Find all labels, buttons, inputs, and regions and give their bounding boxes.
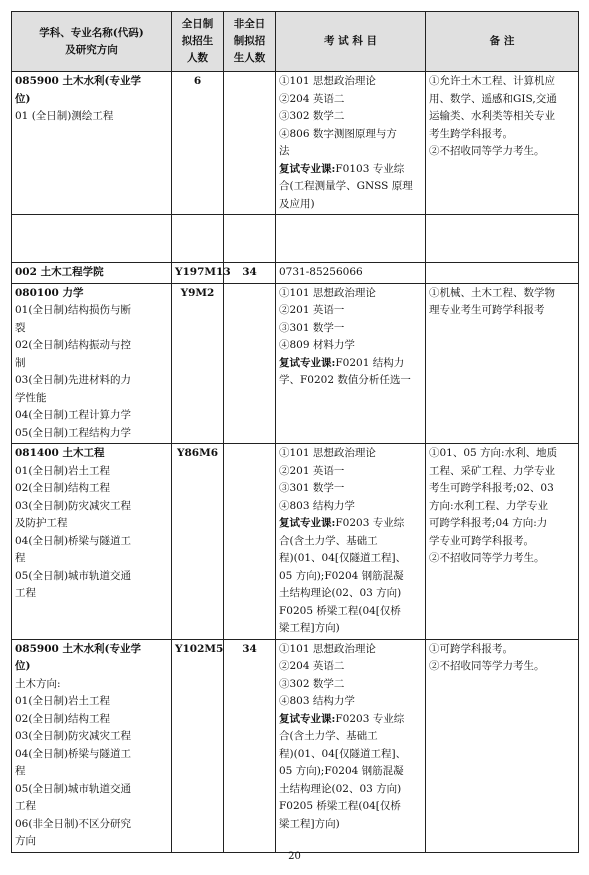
retest-line: 程)(01、04[仅隧道工程]、 (279, 552, 407, 564)
major-cell (12, 72, 172, 215)
header-notes: 备 注 (426, 12, 579, 72)
full-time-count: Y102M5 (172, 639, 224, 852)
major-cell (12, 215, 172, 263)
text-line: 085900 土木水利(专业学 (15, 642, 141, 655)
text-line: 裂 (15, 321, 26, 334)
table-row (12, 215, 579, 263)
text-line: 程 (15, 552, 26, 564)
notes-cell (426, 283, 579, 444)
text-line: 085900 土木水利(专业学 (15, 75, 141, 87)
text-line: 05(全日制)城市轨道交通 (15, 782, 132, 795)
part-time-count (224, 444, 276, 640)
exam-subjects-cell (276, 215, 426, 263)
text-line: ②204 英语二 (279, 92, 345, 105)
text-line: 学专业可跨学科报考。 (429, 534, 534, 547)
header-full-time: 全日制 拟招生 人数 (172, 12, 224, 72)
header-part-time: 非全日 制拟招 生人数 (224, 12, 276, 72)
text-line: ③302 数学二 (279, 677, 345, 690)
table-row (12, 444, 579, 640)
text-line: 位) (15, 660, 31, 672)
text-line: 工程、采矿工程、力学专业 (429, 464, 555, 477)
text-line: 02(全日制)结构工程 (15, 482, 111, 494)
text-line: ②201 英语一 (279, 304, 345, 316)
retest-line: 土结构理论(02、03 方向) (279, 782, 402, 795)
text-line: 方向 (15, 835, 36, 847)
text-line: 01(全日制)岩土工程 (15, 695, 111, 707)
enrollment-table (11, 11, 579, 853)
text-line: 03(全日制)先进材料的力 (15, 374, 132, 386)
retest-line: F0205 桥梁工程(04[仅桥 (279, 604, 401, 617)
text-line: 工程 (15, 587, 36, 599)
exam-subjects-cell (276, 263, 426, 284)
text-line: ①01、05 方向:水利、地质 (429, 447, 558, 459)
text-line: 程 (15, 765, 26, 777)
text-line: 考生可跨学科报考;02、03 (429, 482, 554, 494)
text-line: 运输类、水利类等相关专业 (429, 110, 555, 122)
major-cell (12, 444, 172, 640)
text-line: ③301 数学一 (279, 321, 345, 334)
text-line: 081400 土木工程 (15, 447, 105, 459)
retest-line: 及应用) (279, 197, 315, 210)
text-line: ①机械、土木工程、数学物 (429, 286, 555, 299)
text-line: 002 土木工程学院 (15, 266, 104, 278)
retest-line: 土结构理论(02、03 方向) (279, 587, 402, 599)
notes-cell (426, 72, 579, 215)
retest-line: 学、F0202 数值分析任选一 (279, 374, 411, 386)
text-line: 01(全日制)岩土工程 (15, 464, 111, 477)
retest-label: 复试专业课: (279, 517, 336, 529)
exam-subjects-cell (276, 283, 426, 444)
notes-cell (426, 444, 579, 640)
text-line: ②不招收同等学力考生。 (429, 145, 545, 157)
retest-line: F0203 专业综 (335, 517, 405, 529)
exam-subjects-cell (276, 444, 426, 640)
table-row (12, 263, 579, 284)
retest-line: 梁工程]方向) (279, 817, 340, 830)
part-time-count (224, 283, 276, 444)
full-time-count: Y197M13 (172, 263, 224, 284)
text-line: 学性能 (15, 391, 47, 404)
text-line: ①101 思想政治理论 (279, 642, 376, 655)
text-line: 可跨学科报考;04 方向:力 (429, 517, 548, 529)
major-cell (12, 263, 172, 284)
major-cell (12, 639, 172, 852)
text-line: 工程 (15, 800, 36, 812)
retest-label: 复试专业课: (279, 356, 336, 369)
text-line: 及防护工程 (15, 517, 68, 529)
retest-block (279, 711, 422, 834)
part-time-count: 34 (224, 639, 276, 852)
page-number: 20 (288, 851, 301, 862)
text-line: ②不招收同等学力考生。 (429, 660, 545, 672)
text-line: ②201 英语一 (279, 464, 345, 477)
notes-cell (426, 639, 579, 852)
text-line: 03(全日制)防灾减灾工程 (15, 730, 132, 742)
retest-block (279, 515, 422, 638)
full-time-count: Y86M6 (172, 444, 224, 640)
retest-line: 程)(01、04[仅隧道工程]、 (279, 747, 407, 760)
table-row (12, 283, 579, 444)
text-line: ②204 英语二 (279, 660, 345, 672)
retest-line: F0205 桥梁工程(04[仅桥 (279, 800, 401, 812)
text-line: ④809 材料力学 (279, 339, 355, 351)
text-line: ①可跨学科报考。 (429, 642, 513, 655)
retest-line: F0201 结构力 (335, 356, 405, 369)
text-line: ①101 思想政治理论 (279, 75, 376, 87)
text-line: ②不招收同等学力考生。 (429, 552, 545, 564)
exam-subjects-cell (276, 639, 426, 852)
text-line: ④806 数字测图原理与方 (279, 127, 397, 140)
text-line: ①101 思想政治理论 (279, 447, 376, 459)
text-line: ①101 思想政治理论 (279, 286, 376, 299)
header-major: 学科、专业名称(代码) 及研究方向 (12, 12, 172, 72)
part-time-count: 34 (224, 263, 276, 284)
table-row (12, 639, 579, 852)
retest-label: 复试专业课: (279, 162, 336, 175)
text-line: 用、数学、遥感和GIS,交通 (429, 92, 557, 105)
text-line: 05(全日制)工程结构力学 (15, 426, 132, 439)
text-line: ③302 数学二 (279, 110, 345, 122)
text-line: ④803 结构力学 (279, 499, 355, 512)
major-cell (12, 283, 172, 444)
text-line: 05(全日制)城市轨道交通 (15, 569, 132, 582)
text-line: 制 (15, 356, 26, 369)
text-line: ①允许土木工程、计算机应 (429, 75, 555, 87)
retest-label: 复试专业课: (279, 712, 336, 725)
exam-subjects-cell (276, 72, 426, 215)
notes-cell (426, 215, 579, 263)
retest-line: F0103 专业综 (335, 162, 405, 175)
part-time-count (224, 72, 276, 215)
retest-line: 05 方向);F0204 钢筋混凝 (279, 765, 404, 777)
retest-block (279, 355, 422, 390)
retest-line: 合(含土力学、基础工 (279, 534, 378, 547)
retest-block (279, 161, 422, 214)
text-line: 方向:水利工程、力学专业 (429, 499, 549, 512)
full-time-count: Y9M2 (172, 283, 224, 444)
part-time-count (224, 215, 276, 263)
text-line: 02(全日制)结构工程 (15, 712, 111, 725)
text-line: ④803 结构力学 (279, 695, 355, 707)
header-exams: 考 试 科 目 (276, 12, 426, 72)
full-time-count: 6 (172, 72, 224, 215)
retest-line: 合(含土力学、基础工 (279, 730, 378, 742)
text-line: 理专业考生可跨学科报考 (429, 304, 545, 316)
text-line: 04(全日制)桥梁与隧道工 (15, 747, 132, 760)
text-line: 01(全日制)结构损伤与断 (15, 304, 132, 316)
text-line: 0731-85256066 (279, 266, 363, 278)
text-line: 01 (全日制)测绘工程 (15, 110, 114, 122)
notes-cell (426, 263, 579, 284)
text-line: 06(非全日制)不区分研究 (15, 817, 132, 830)
text-line: 04(全日制)工程计算力学 (15, 409, 132, 421)
retest-line: 05 方向);F0204 钢筋混凝 (279, 569, 404, 582)
table-header-row (12, 12, 579, 72)
text-line: 02(全日制)结构振动与控 (15, 339, 132, 351)
full-time-count (172, 215, 224, 263)
text-line: 03(全日制)防灾减灾工程 (15, 499, 132, 512)
retest-line: F0203 专业综 (335, 712, 405, 725)
table-row (12, 72, 579, 215)
text-line: 土木方向: (15, 677, 61, 690)
retest-line: 合(工程测量学、GNSS 原理 (279, 180, 413, 192)
text-line: 位) (15, 92, 31, 105)
text-line: 04(全日制)桥梁与隧道工 (15, 534, 132, 547)
text-line: 080100 力学 (15, 286, 84, 299)
retest-line: 梁工程]方向) (279, 622, 340, 634)
text-line: ③301 数学一 (279, 482, 345, 494)
text-line: 法 (279, 145, 290, 157)
text-line: 考生跨学科报考。 (429, 127, 513, 140)
